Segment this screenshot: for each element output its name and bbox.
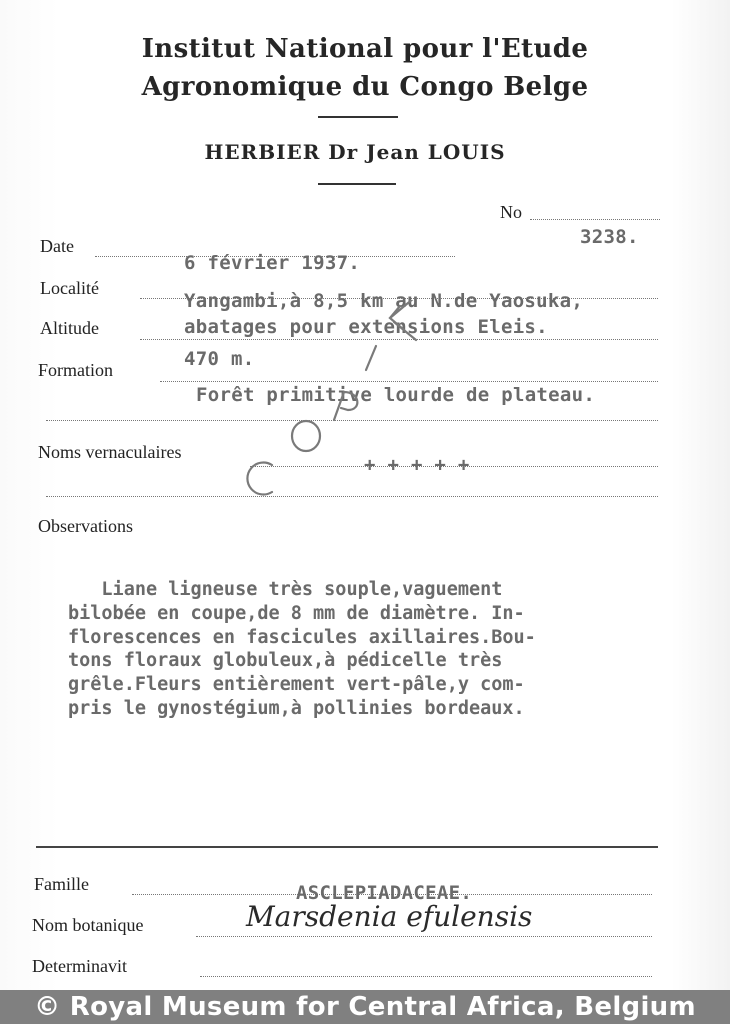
observations-label: Observations [38, 516, 133, 536]
observation-line: bilobée en coupe,de 8 mm de diamètre. In- [68, 602, 525, 624]
nom-botanique-handwritten: Marsdenia efulensis [246, 900, 533, 933]
localite-label: Localité [40, 278, 99, 298]
famille-value: ASCLEPIADACEAE. [296, 882, 473, 904]
formation-value: Forêt primitive lourde de plateau. [196, 384, 596, 406]
determinavit-label: Determinavit [32, 956, 127, 976]
noms-extra-dotted-line [46, 496, 658, 497]
noms-vernaculaires-value: + + + + + [364, 454, 470, 476]
nom-botanique-dotted-line [196, 936, 652, 937]
localite-value-line1: Yangambi,à 8,5 km au N.de Yaosuka, [184, 290, 584, 312]
observations-text [68, 578, 718, 721]
herbier-divider [318, 183, 396, 185]
date-value: 6 février 1937. [184, 252, 361, 274]
famille-label: Famille [34, 874, 89, 894]
determinavit-dotted-line [200, 976, 652, 977]
number-dotted-line [530, 219, 660, 220]
section-divider [36, 846, 658, 848]
observation-line: Liane ligneuse très souple,vaguement [68, 579, 503, 600]
number-value: 3238. [580, 226, 639, 248]
formation-extra-dotted-line [46, 420, 658, 421]
nom-botanique-label: Nom botanique [32, 915, 144, 935]
observation-line: grêle.Fleurs entièrement vert-pâle,y com- [68, 674, 525, 696]
altitude-dotted-line [140, 339, 658, 340]
observation-line: florescences en fascicules axillaires.Bou- [68, 626, 536, 648]
observation-line: pris le gynostégium,à pollinies bordeaux. [68, 697, 525, 719]
date-label: Date [40, 236, 74, 256]
observation-line: tons floraux globuleux,à pédicelle très [68, 650, 503, 672]
institute-title-line1: Institut National pour l'Etude [141, 34, 589, 64]
altitude-label: Altitude [40, 318, 99, 338]
copyright-footer: © Royal Museum for Central Africa, Belgium [0, 990, 730, 1024]
title-divider [318, 116, 398, 118]
institute-title-line2: Agronomique du Congo Belge [141, 72, 589, 102]
formation-dotted-line [160, 381, 658, 382]
number-label: No [500, 202, 522, 222]
localite-value-line2: abatages pour extensions Eleis. [184, 316, 548, 338]
herbarium-name: HERBIER Dr Jean LOUIS [204, 140, 506, 164]
altitude-value: 470 m. [184, 348, 255, 370]
formation-label: Formation [38, 360, 113, 380]
noms-vernaculaires-label: Noms vernaculaires [38, 442, 182, 462]
